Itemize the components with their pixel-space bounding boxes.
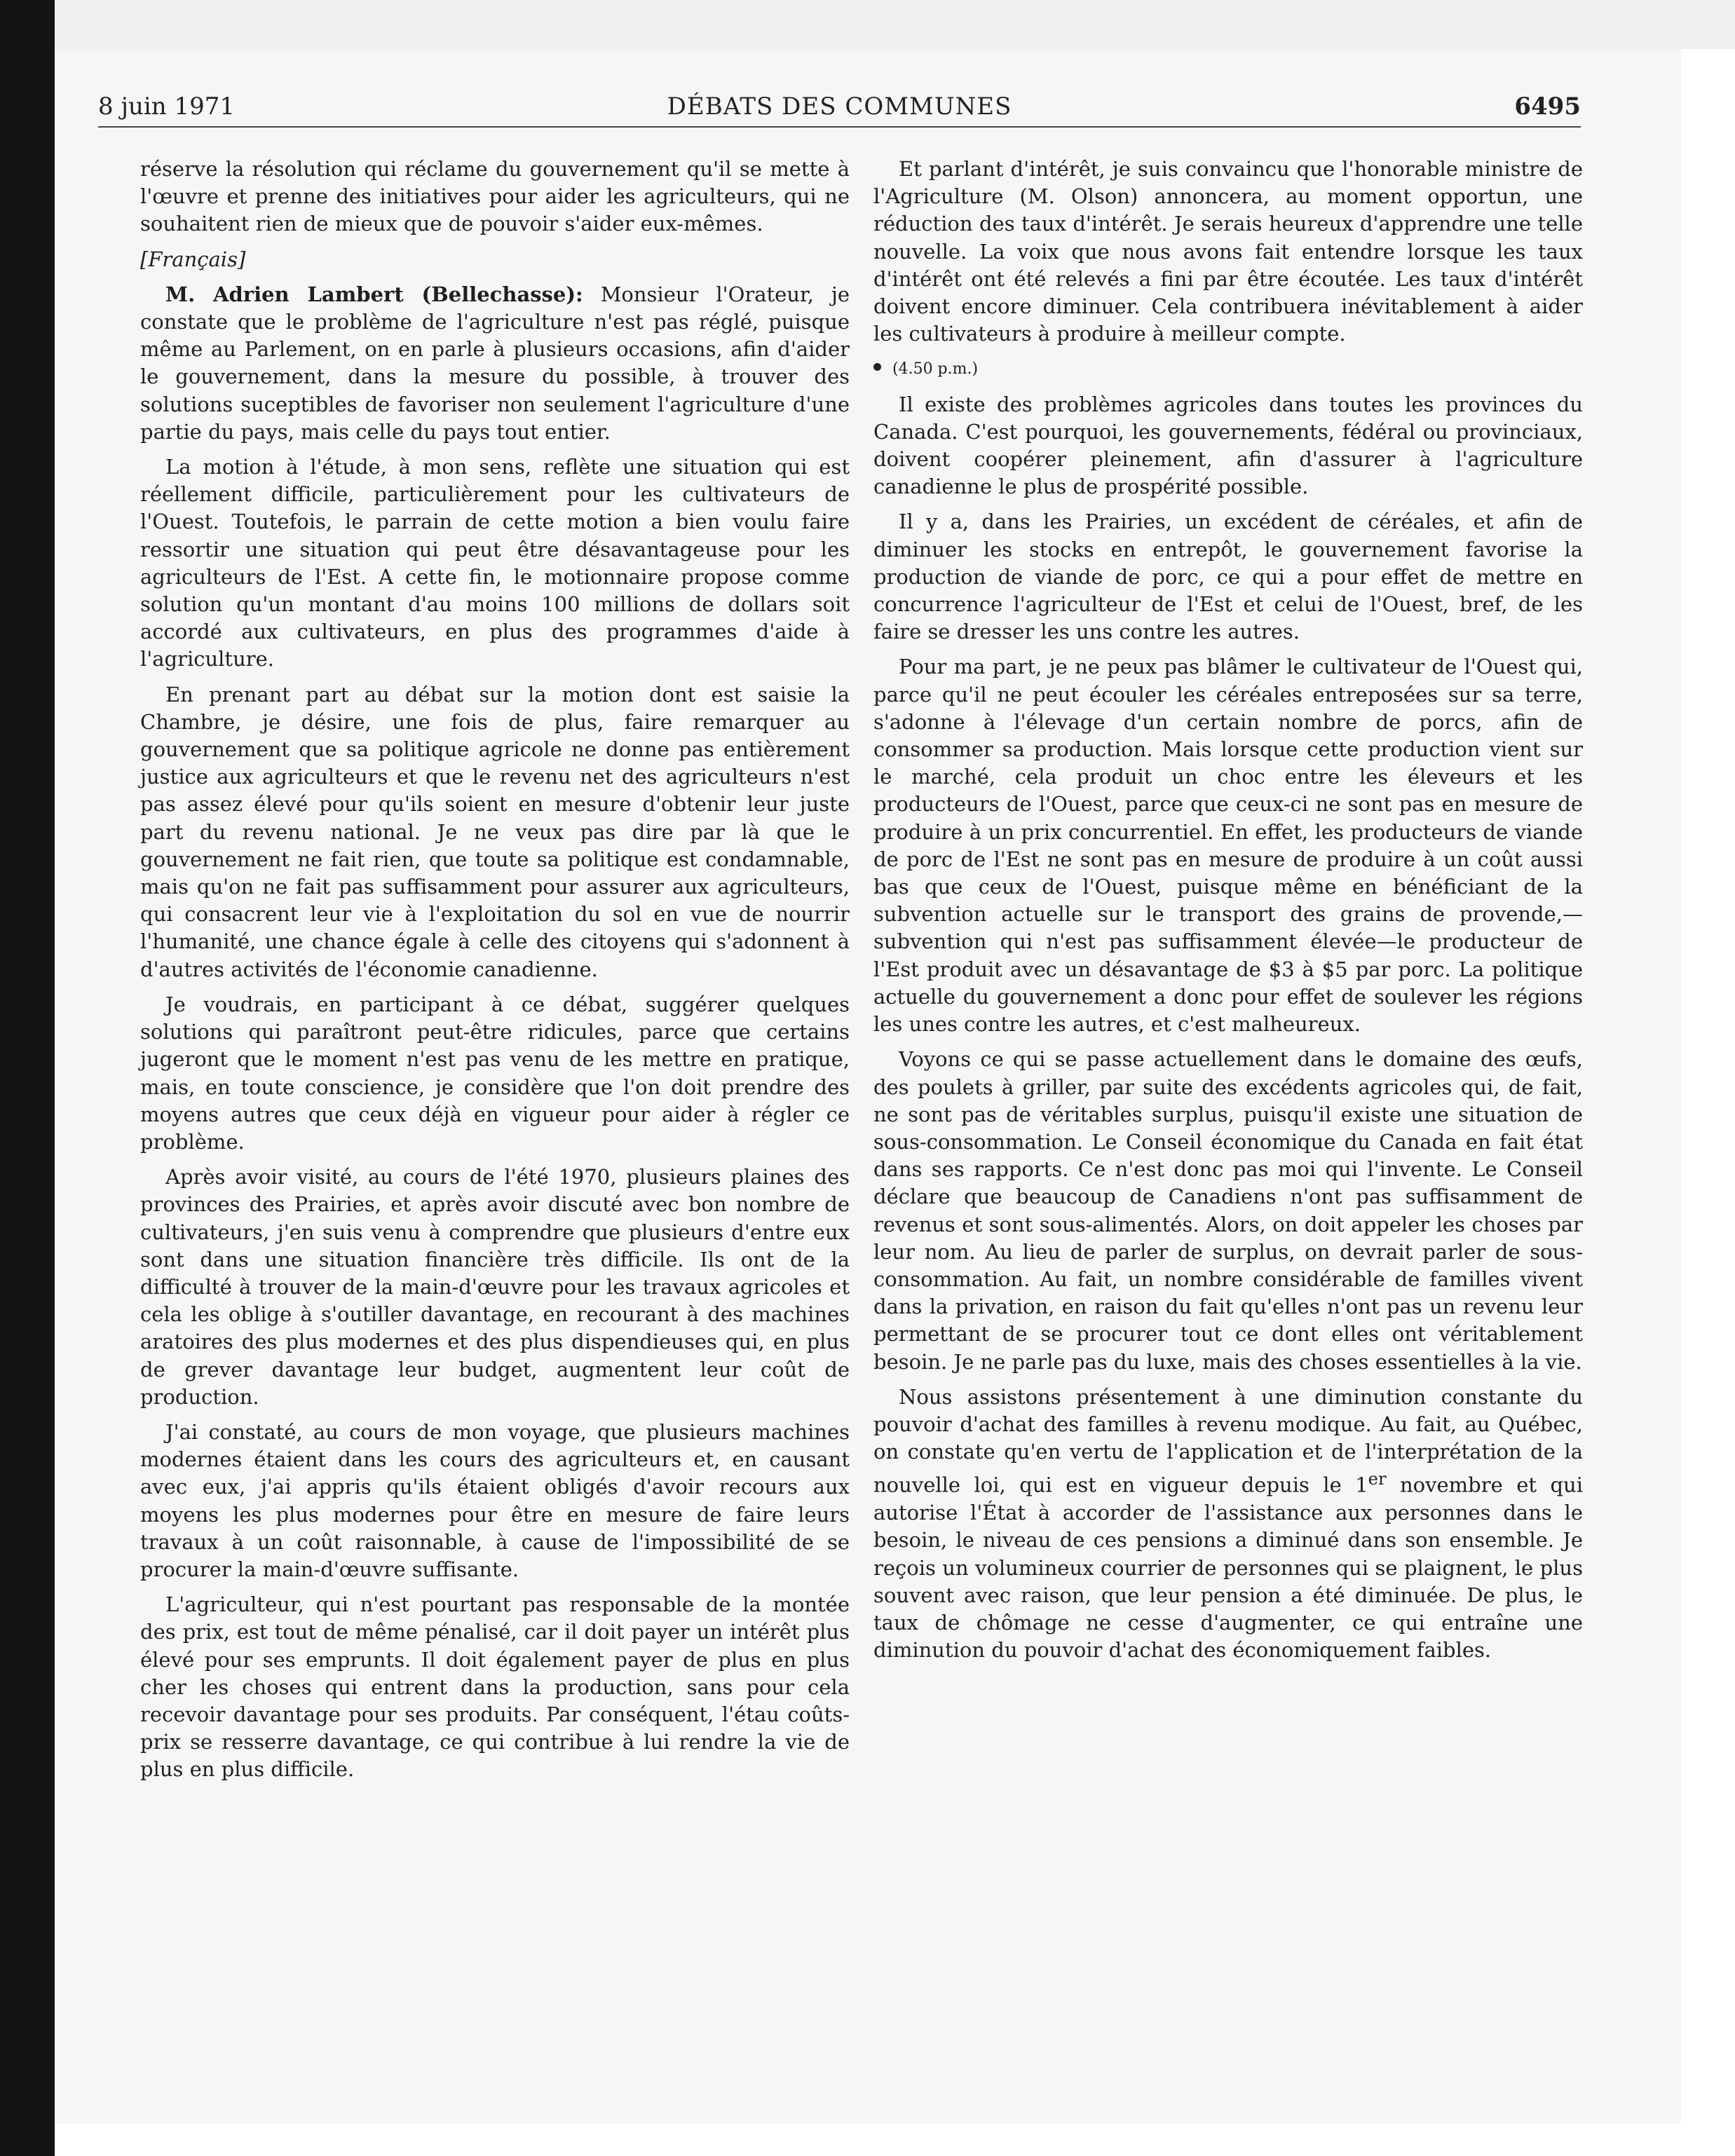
paragraph [873,1384,1583,1665]
bullet-icon [873,363,881,371]
header-rule [98,126,1581,128]
scan-edge-shadow [0,0,55,2156]
paragraph: Pour ma part, je ne peux pas blâmer le cultivateur de l'Ouest qui, parce qu'il ne peut écouler les céréales entreposées sur sa terre, s'adonne à l'élevage d'un certain nombre de porcs, afin de consommer sa production. Mais lorsque cette production vient sur le marché, cela produit un choc entre les éleveurs et les producteurs de l'Ouest, parce que ceux-ci ne sont pas en mesure de produire à un prix concurrentiel. En effet, les producteurs de viande de porc de l'Est ne sont pas en mesure de produire à un coût aussi bas que ceux de l'Ouest, puisque même en bénéficiant de la subvention actuelle sur le transport des grains de provende,—subvention qui n'est pas suffisamment élevée—le producteur de l'Est produit avec un désavantage de $3 à $5 par porc. La politique actuelle du gouvernement a donc pour effet de soulever les régions les unes contre les autres, et c'est malheureux. [873,655,1583,1037]
header-date: 8 juin 1971 [98,93,235,121]
paragraph: La motion à l'étude, à mon sens, reflète une situation qui est réellement difficile, particulièrement pour les cultivateurs de l'Ouest. Toutefois, le parrain de cette motion a bien voulu faire ressortir une situation qui peut être désavantageuse pour les agriculteurs de l'Est. A cette fin, le motionnaire propose comme solution qu'un montant d'au moins 100 millions de dollars soit accordé aux cultivateurs, en plus des programmes d'aide à l'agriculture. [140,455,850,671]
ordinal-suffix: er [1368,1469,1387,1489]
paragraph: Et parlant d'intérêt, je suis convaincu que l'honorable ministre de l'Agriculture (M. Olson) annoncera, au moment opportun, une réduction des taux d'intérêt. Je serais heureux d'apprendre une telle nouvelle. La voix que nous avons fait entendre lorsque les taux d'intérêt ont été relevés a fini par être écoutée. Les taux d'intérêt doivent encore diminuer. Cela contribuera inévitablement à aider les cultivateurs à produire à meilleur compte. [873,157,1583,346]
speech-paragraph [140,281,850,446]
paragraph: J'ai constaté, au cours de mon voyage, que plusieurs machines modernes étaient dans les cours des agriculteurs et, en causant avec eux, j'ai appris qu'ils étaient obligés d'avoir recours aux moyens les plus modernes pour être en mesure de faire leurs travaux à un coût raisonnable, à cause de l'impossibilité de se procurer la main-d'œuvre suffisante. [140,1419,850,1581]
paragraph: Voyons ce qui se passe actuellement dans le domaine des œufs, des poulets à griller, par suite des excédents agricoles qui, de fait, ne sont pas de véritables surplus, puisqu'il existe une situation de sous-consommation. Le Conseil économique du Canada en fait état dans ses rapports. Ce n'est donc pas moi qui l'invente. Le Conseil déclare que beaucoup de Canadiens n'ont pas suffisamment de revenus et sont sous-alimentés. Alors, on doit appeler les choses par leur nom. Au lieu de parler de surplus, on devrait parler de sous-consommation. Au fait, un nombre considérable de familles vivent dans la privation, en raison du fait qu'elles n'ont pas un revenu leur permettant de se procurer tout ce dont elles ont véritablement besoin. Je ne parle pas du luxe, mais des choses essentielles à la vie. [873,1047,1583,1374]
timestamp: (4.50 p.m.) [892,360,979,378]
paragraph-text: novembre et qui autorise l'État à accorder de l'assistance aux personnes dans le besoin, le niveau de ces pensions a diminué dans son ensemble. Je reçois un volumineux courrier de personnes qui se plaignent, le plus souvent avec raison, que leur pension a été diminuée. De plus, le taux de chômage ne cesse d'augmenter, ce qui entraîne une diminution du pouvoir d'achat des économiquement faibles. [873,1473,1583,1663]
page-header [98,91,1581,140]
paragraph: L'agriculteur, qui n'est pourtant pas responsable de la montée des prix, est tout de même pénalisé, car il doit payer un intérêt plus élevé pour ses emprunts. Il doit également payer de plus en plus cher les choses qui entrent dans la production, sans pour cela recevoir davantage pour ses produits. Par conséquent, l'étau coûts-prix se resserre davantage, ce qui contribue à lui rendre la vie de plus en plus difficile. [140,1592,850,1782]
publication-title: DÉBATS DES COMMUNES [667,93,1012,121]
scan-top-margin [55,0,1735,49]
language-marker: [Français] [140,247,246,271]
right-column [873,156,1583,1672]
paragraph-text: Nous assistons présentement à une diminution constante du pouvoir d'achat des familles à revenu modique. Au fait, au Québec, on constate qu'en vertu de l'application et de l'interprétation de la nouvelle loi, qui est en vigueur depuis le 1 [873,1384,1583,1497]
paragraph: Après avoir visité, au cours de l'été 1970, plusieurs plaines des provinces des Prairies, et après avoir discuté avec bon nombre de cultivateurs, j'en suis venu à comprendre que plusieurs d'entre eux sont dans une situation financière très difficile. Ils ont de la difficulté à trouver de la main-d'œuvre pour les travaux agricoles et cela les oblige à s'outiller davantage, en recourant à des machines aratoires des plus modernes et des plus dispendieuses qui, en plus de grever davantage leur budget, augmentent leur coût de production. [140,1165,850,1409]
timestamp-line [873,355,1583,383]
paragraph: Il existe des problèmes agricoles dans toutes les provinces du Canada. C'est pourquoi, les gouvernements, fédéral ou provinciaux, doivent coopérer pleinement, afin d'assurer à l'agriculture canadienne le plus de prospérité possible. [873,392,1583,499]
paragraph: Je voudrais, en participant à ce débat, suggérer quelques solutions qui paraîtront peut-être ridicules, parce que certains jugeront que le moment n'est pas venu de les mettre en pratique, mais, en toute conscience, je considère que l'on doit prendre des moyens autres que ceux déjà en vigueur pour aider à régler ce problème. [140,992,850,1154]
speech-text: Monsieur l'Orateur, je constate que le problème de l'agriculture n'est pas réglé, puisque même au Parlement, on en parle à plusieurs occasions, afin d'aider le gouvernement, dans la mesure du possible, à trouver des solutions suceptibles de favoriser non seulement l'agriculture d'une partie du pays, mais celle du pays tout entier. [140,282,850,444]
speaker-name: M. Adrien Lambert (Bellechasse): [165,282,583,306]
left-column [140,156,850,1792]
page-number: 6495 [1514,93,1581,121]
paragraph: réserve la résolution qui réclame du gouvernement qu'il se mette à l'œuvre et prenne des initiatives pour aider les agriculteurs, qui ne souhaitent rien de mieux que de pouvoir s'aider eux-mêmes. [140,157,850,236]
paragraph: Il y a, dans les Prairies, un excédent de céréales, et afin de diminuer les stocks en entrepôt, le gouvernement favorise la production de viande de porc, ce qui a pour effet de mettre en concurrence l'agriculteur de l'Est et celui de l'Ouest, bref, de les faire se dresser les uns contre les autres. [873,510,1583,644]
paragraph: En prenant part au débat sur la motion dont est saisie la Chambre, je désire, une fois de plus, faire remarquer au gouvernement que sa politique agricole ne donne pas entièrement justice aux agriculteurs et que le revenu net des agriculteurs n'est pas assez élevé pour qu'ils soient en mesure d'obtenir leur juste part du revenu national. Je ne veux pas dire par là que le gouvernement ne fait rien, que toute sa politique est condamnable, mais qu'on ne fait pas suffisamment pour assurer aux agriculteurs, qui consacrent leur vie à l'exploitation du sol en vue de nourrir l'humanité, une chance égale à celle des citoyens qui s'adonnent à d'autres activités de l'économie canadienne. [140,682,850,981]
